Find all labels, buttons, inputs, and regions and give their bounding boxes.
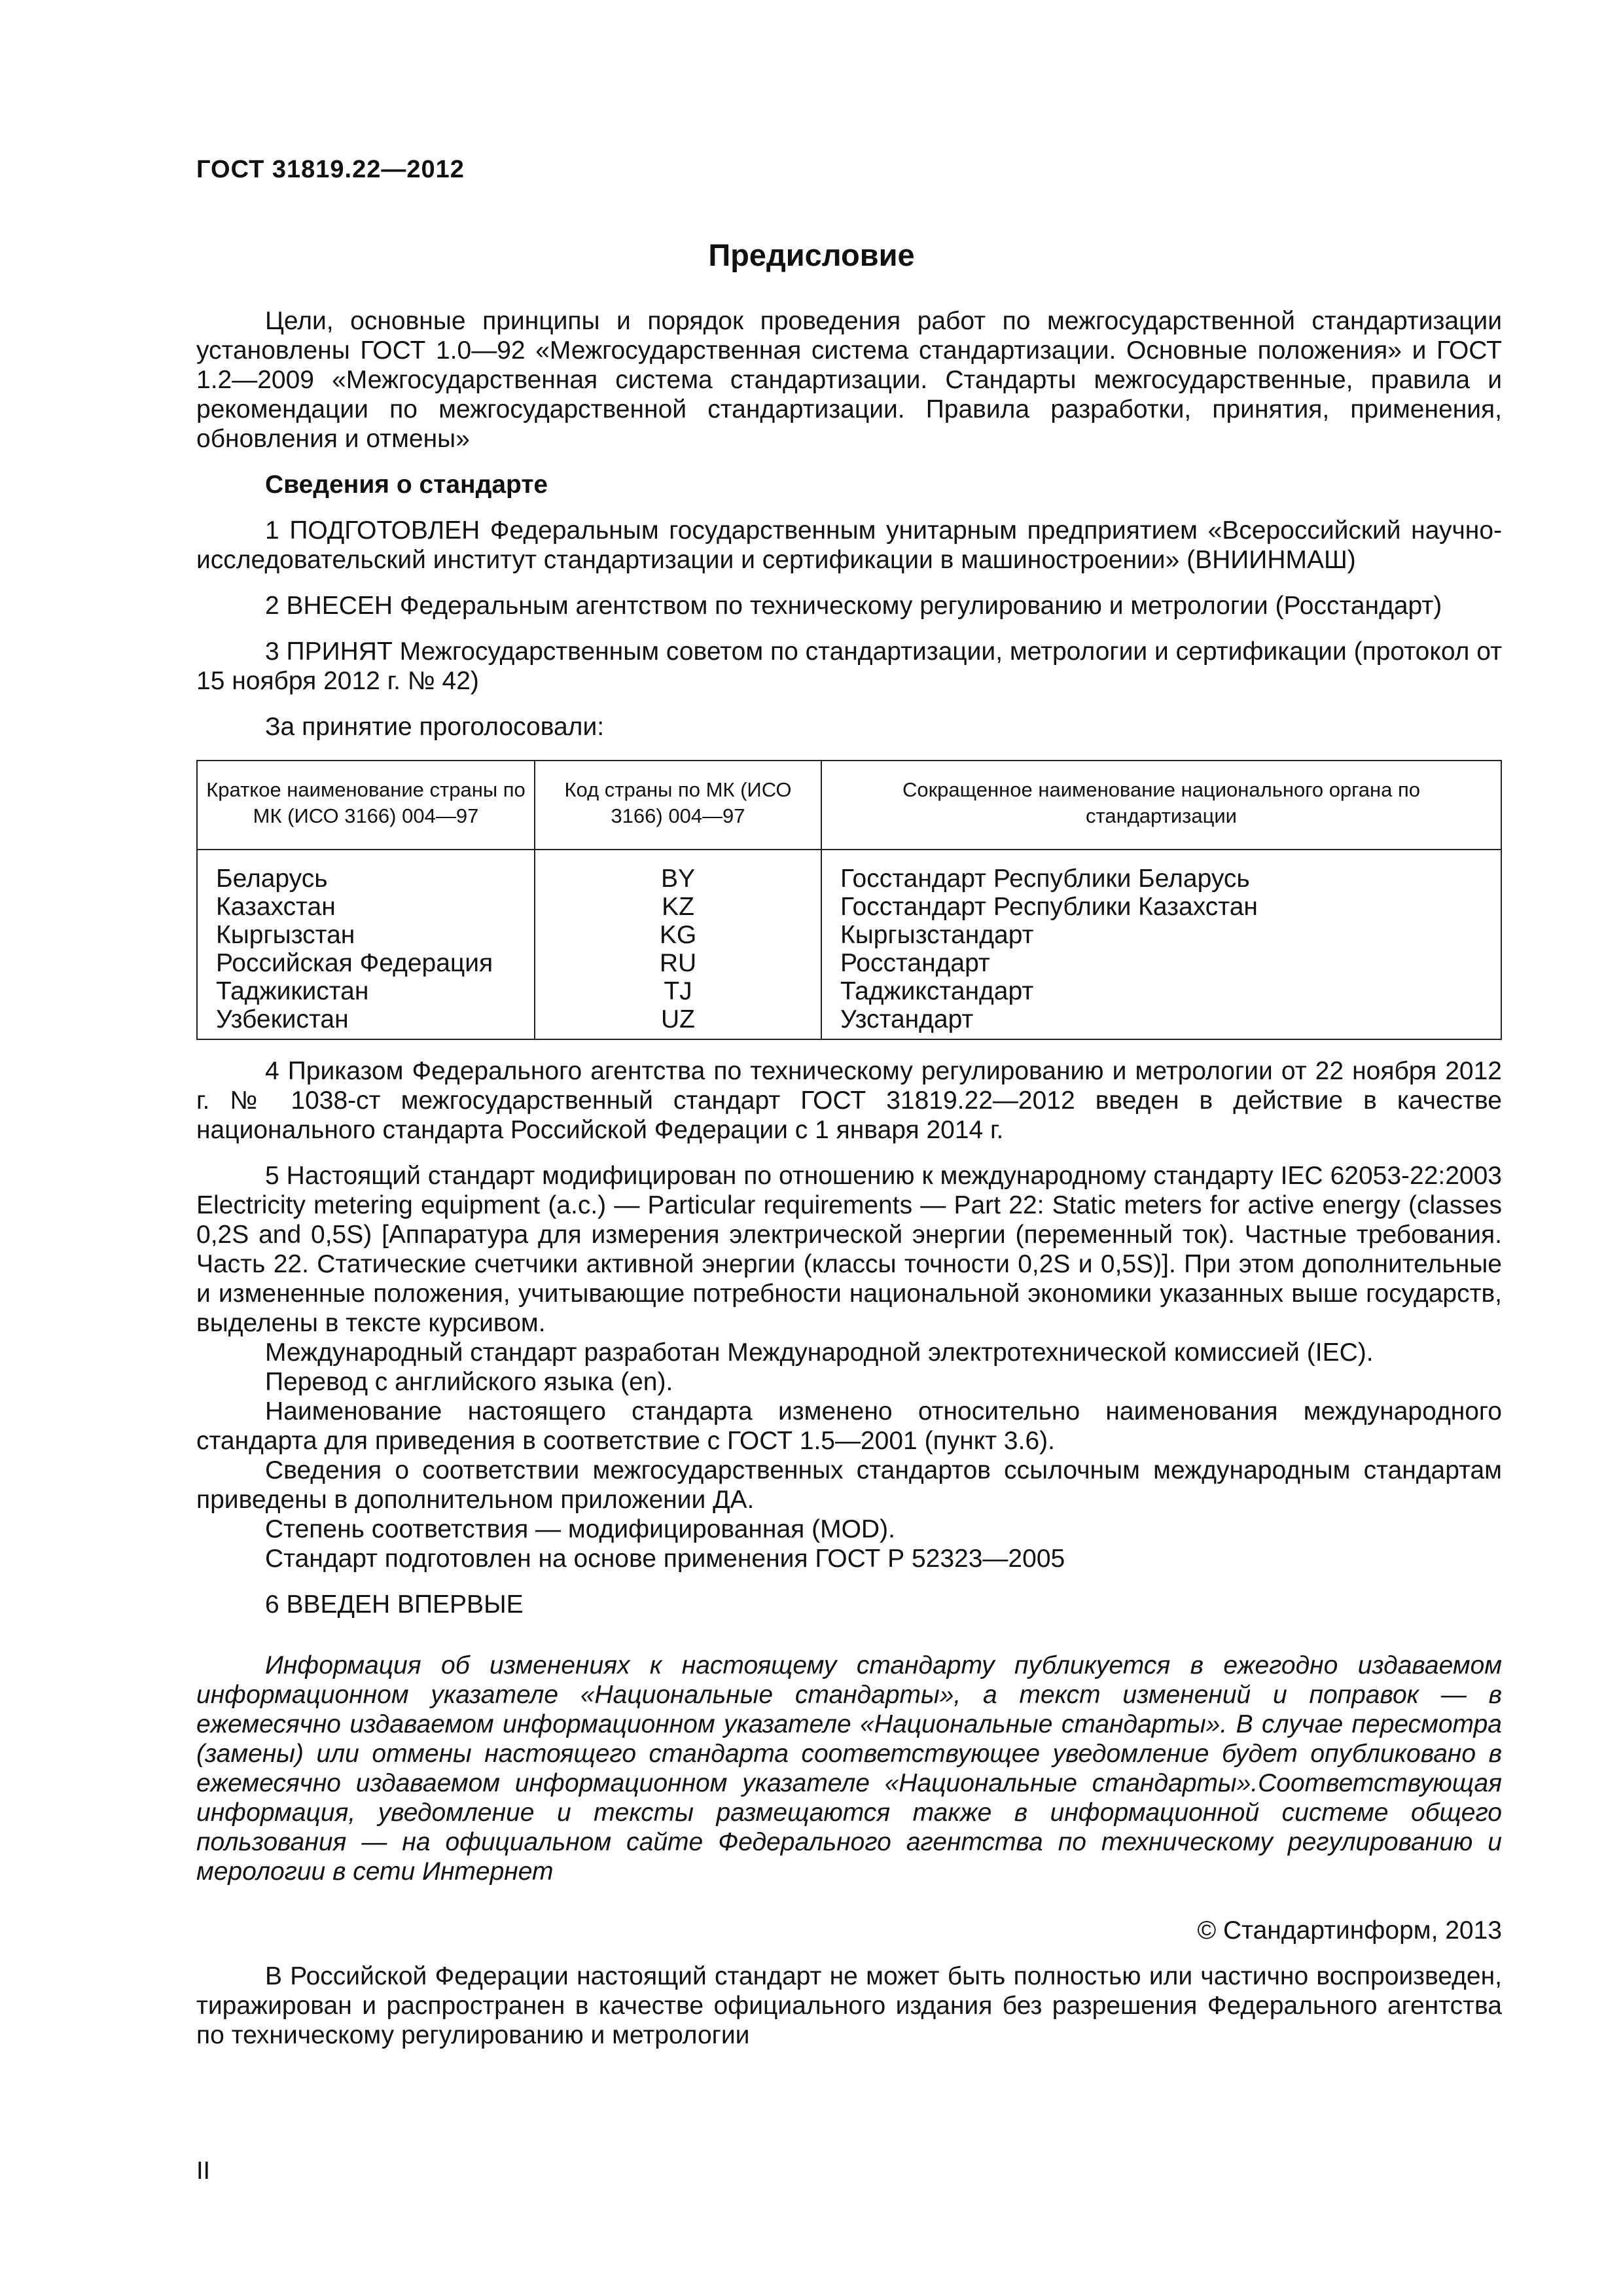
table-cell-body: Госстандарт Республики Казахстан xyxy=(821,893,1501,921)
table-header-code: Код страны по МК (ИСО 3166) 004—97 xyxy=(535,761,821,850)
table-cell-code: KZ xyxy=(535,893,821,921)
item-3: 3 ПРИНЯТ Межгосударственным советом по стандартизации, метрологии и сертификации (протокол от 15 ноября 2012 г. № 42) xyxy=(196,637,1502,695)
restriction-notice: В Российской Федерации настоящий стандарт не может быть полностью или частично воспроизведен, тиражирован и распространен в качестве официального издания без разрешения Федерального агентства по техническому регулированию и метрологии xyxy=(196,1962,1502,2049)
table-cell-body: Росстандарт xyxy=(821,949,1501,977)
item-5-references: Сведения о соответствии межгосударственных стандартов ссылочным международным стандартам приведены в дополнительном приложении ДА. xyxy=(196,1456,1502,1514)
table-cell-code: RU xyxy=(535,949,821,977)
item-5-degree: Степень соответствия — модифицированная (MOD). xyxy=(265,1515,895,1543)
table-cell-code: BY xyxy=(535,850,821,893)
table-cell-country: Кыргызстан xyxy=(197,921,535,949)
table-header-body: Сокращенное наименование национального органа по стандартизации xyxy=(821,761,1501,850)
item-2: 2 ВНЕСЕН Федеральным агентством по техническому регулированию и метрологии (Росстандарт) xyxy=(265,592,1442,620)
table-cell-country: Российская Федерация xyxy=(197,949,535,977)
info-heading: Сведения о стандарте xyxy=(265,471,548,499)
table-cell-country: Беларусь xyxy=(197,850,535,893)
item-1: 1 ПОДГОТОВЛЕН Федеральным государственным унитарным предприятием «Всероссийский научно-исследовательский институт стандартизации и сертификации в машиностроении» (ВНИИНМАШ) xyxy=(196,516,1502,574)
table-row xyxy=(197,1005,1501,1039)
table-cell-code: UZ xyxy=(535,1005,821,1039)
item-5: 5 Настоящий стандарт модифицирован по отношению к международному стандарту IEC 62053-22:2003 Electricity metering equipment (a.c.) — Particular requirements — Part 22: Static meters for active energy (classes 0,2S and 0,5S) [Аппаратура для измерения электрической энергии (переменный ток). Частные требования. Часть 22. Статические счетчики активной энергии (классы точности 0,2S и 0,5S)]. При этом дополнительные и измененные положения, учитывающие потребности национальной экономики указанных выше государств, выделены в тексте курсивом. xyxy=(196,1162,1502,1337)
table-row xyxy=(197,893,1501,921)
voting-table xyxy=(196,760,1502,1040)
table-cell-body: Кыргызстандарт xyxy=(821,921,1501,949)
table-cell-code: KG xyxy=(535,921,821,949)
table-row xyxy=(197,949,1501,977)
table-header-row xyxy=(197,761,1501,850)
table-cell-body: Таджикстандарт xyxy=(821,977,1501,1005)
table-row xyxy=(197,921,1501,949)
intro-paragraph: Цели, основные принципы и порядок проведения работ по межгосударственной стандартизации установлены ГОСТ 1.0—92 «Межгосударственная система стандартизации. Основные положения» и ГОСТ 1.2—2009 «Межгосударственная система стандартизации. Стандарты межгосударственные, правила и рекомендации по межгосударственной стандартизации. Правила разработки, принятия, применения, обновления и отмены» xyxy=(196,307,1502,453)
item-6: 6 ВВЕДЕН ВПЕРВЫЕ xyxy=(265,1590,524,1619)
table-cell-code: TJ xyxy=(535,977,821,1005)
table-cell-country: Таджикистан xyxy=(197,977,535,1005)
item-5-origin: Международный стандарт разработан Международной электротехнической комиссией (IEC). xyxy=(265,1338,1374,1367)
item-5-basis: Стандарт подготовлен на основе применения ГОСТ Р 52323—2005 xyxy=(265,1545,1065,1573)
table-header-country: Краткое наименование страны по МК (ИСО 3166) 004—97 xyxy=(197,761,535,850)
page-number: II xyxy=(196,2157,211,2185)
document-code: ГОСТ 31819.22—2012 xyxy=(196,156,465,183)
item-4: 4 Приказом Федерального агентства по техническому регулированию и метрологии от 22 ноября 2012 г. № 1038-ст межгосударственный стандарт ГОСТ 31819.22—2012 введен в действие в качестве национального стандарта Российской Федерации с 1 января 2014 г. xyxy=(196,1057,1502,1144)
table-cell-body: Узстандарт xyxy=(821,1005,1501,1039)
table-row xyxy=(197,977,1501,1005)
table-row xyxy=(197,850,1501,893)
voted-label: За принятие проголосовали: xyxy=(265,713,605,741)
table-cell-body: Госстандарт Республики Беларусь xyxy=(821,850,1501,893)
item-5-name-change: Наименование настоящего стандарта изменено относительно наименования международного стандарта для приведения в соответствие с ГОСТ 1.5—2001 (пункт 3.6). xyxy=(196,1397,1502,1455)
copyright: © Стандартинформ, 2013 xyxy=(1197,1916,1502,1945)
preface-body xyxy=(196,306,1502,2050)
change-notice: Информация об изменениях к настоящему стандарту публикуется в ежегодно издаваемом информационном указателе «Национальные стандарты», а текст изменений и поправок — в ежемесячно издаваемом информационном указателе «Национальные стандарты». В случае пересмотра (замены) или отмены настоящего стандарта соответствующее уведомление будет опубликовано в ежемесячно издаваемом информационном указателе «Национальные стандарты».Соответствующая информация, уведомление и тексты размещаются также в информационной системе общего пользования — на официальном сайте Федерального агентства по техническому регулированию и мерологии в сети Интернет xyxy=(196,1651,1502,1886)
item-5-translation: Перевод с английского языка (en). xyxy=(265,1368,673,1396)
table-cell-country: Узбекистан xyxy=(197,1005,535,1039)
page-title: Предисловие xyxy=(708,238,915,272)
table-cell-country: Казахстан xyxy=(197,893,535,921)
